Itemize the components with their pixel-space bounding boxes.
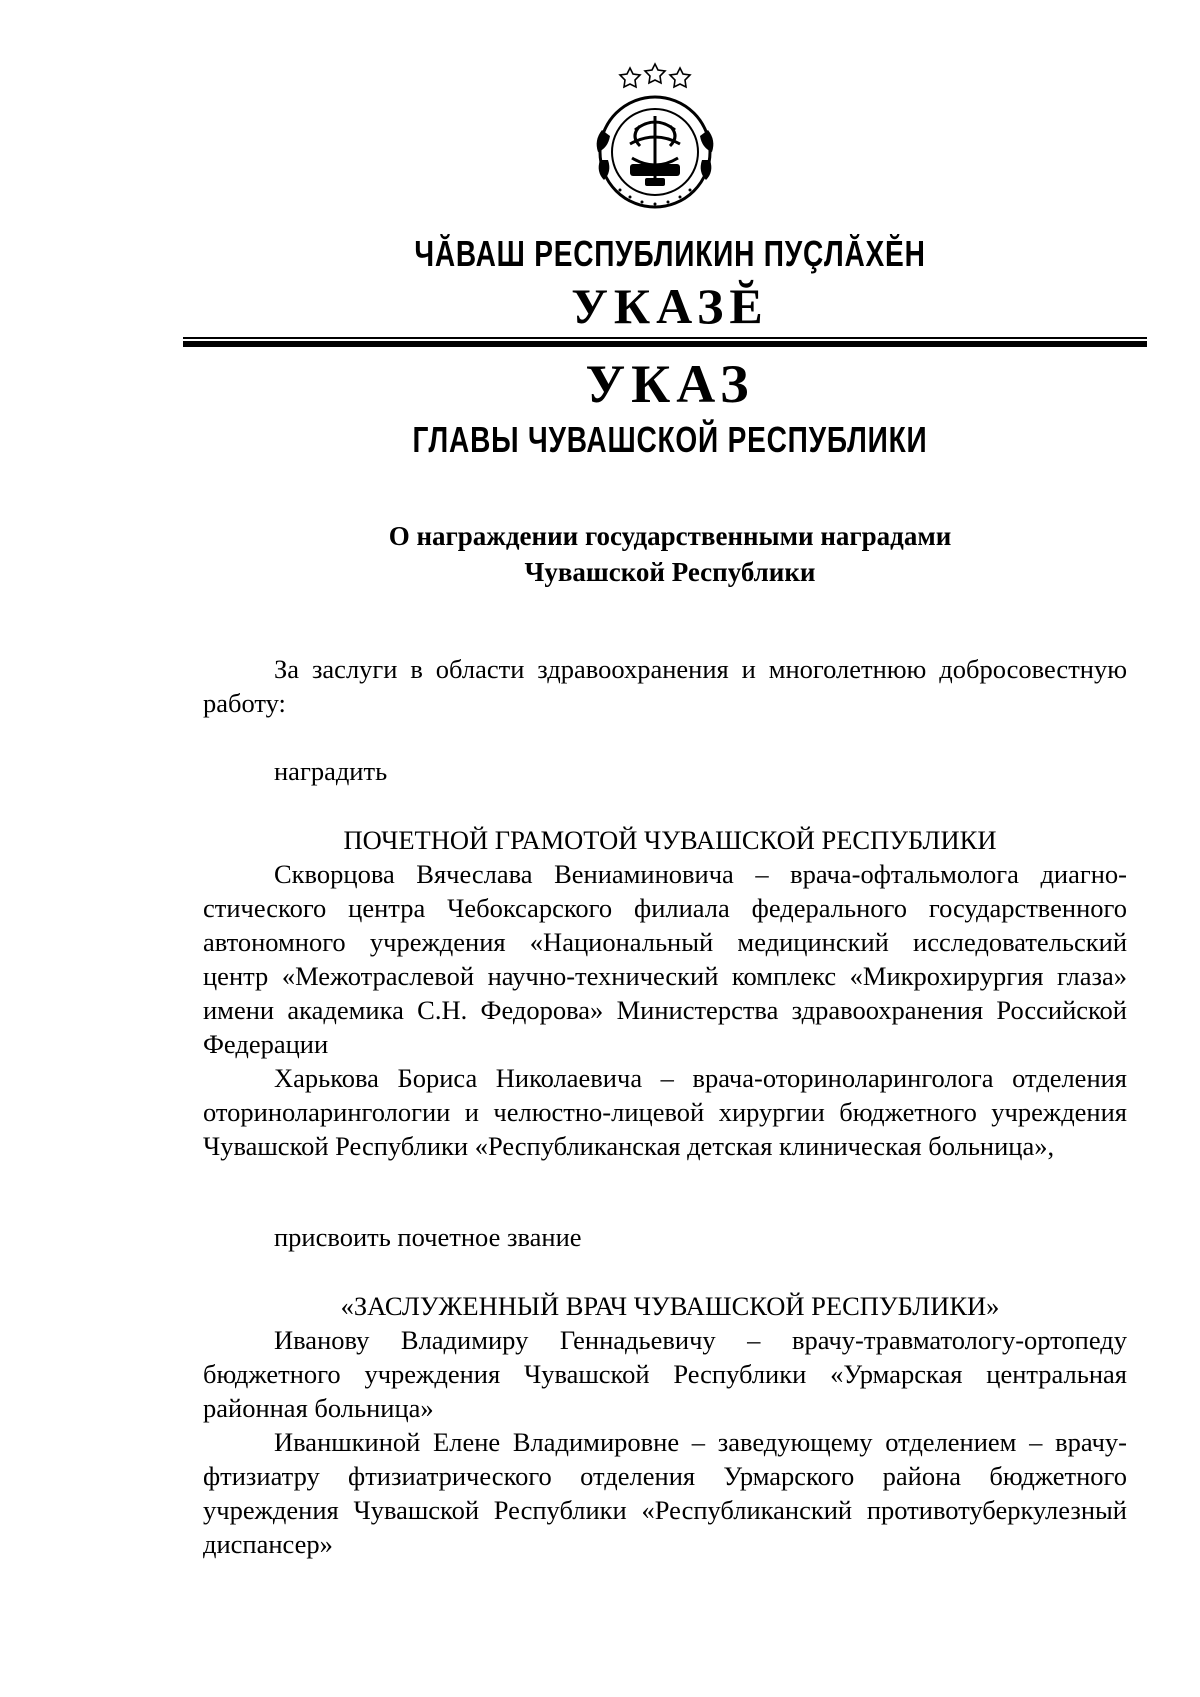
recipient-paragraph: Харькова Бориса Николаевича – врача-оториноларинголога отделения оториноларингологии и челюстно-лицевой хирургии бюджетного учреждения Чувашской Республики «Республиканская детская клиническая больница», bbox=[203, 1063, 1127, 1161]
chuvash-decree-title: УКАЗĔ bbox=[571, 278, 769, 334]
intro-paragraph: За заслуги в области здравоохранения и многолетнюю добросовестную работу: bbox=[203, 654, 1127, 718]
recipient-paragraph: Иванову Владимиру Геннадьевичу – врачу-травматологу-ортопеду бюджетного учреждения Чувашской Республики «Урмарская центральная районная больница» bbox=[203, 1325, 1127, 1423]
recipient-paragraph: Скворцова Вячеслава Вениаминовича – врача-офтальмолога диагностического центра Чебоксарского филиала федерального государственного автономного учреждения «Национальный медицинский исследовательский центр «Межотраслевой научно-технический комплекс «Микрохирургия глаза» имени академика С.Н. Федорова» Министерства здравоохранения Российской Федерации bbox=[203, 859, 1127, 1059]
russian-decree-title: УКАЗ bbox=[585, 354, 755, 414]
award-title-gramota: ПОЧЕТНОЙ ГРАМОТОЙ ЧУВАШСКОЙ РЕСПУБЛИКИ bbox=[343, 825, 997, 855]
action-title: присвоить почетное звание bbox=[274, 1222, 582, 1252]
divider-thick bbox=[183, 341, 1147, 347]
chuvashia-emblem-icon bbox=[590, 60, 720, 215]
chuvash-title: ЧĂВАШ РЕСПУБЛИКИН ПУÇЛĂХĔН bbox=[414, 233, 926, 274]
subject-line-1: О награждении государственными наградами bbox=[388, 521, 952, 551]
divider-thin bbox=[183, 337, 1147, 339]
recipient-paragraph: Иваншкиной Елене Владимировне – заведующему отделением – врачу-фтизиатру фтизиатрического отделения Урмарского района бюджетного учреждения Чувашской Республики «Республиканский противотуберкулезный диспансер» bbox=[203, 1427, 1127, 1559]
award-title-honored-doctor: «ЗАСЛУЖЕННЫЙ ВРАЧ ЧУВАШСКОЙ РЕСПУБЛИКИ» bbox=[340, 1291, 1000, 1321]
decree-subject bbox=[180, 518, 1160, 590]
action-award: наградить bbox=[274, 756, 388, 786]
subject-line-2: Чувашской Республики bbox=[524, 557, 816, 587]
russian-title: ГЛАВЫ ЧУВАШСКОЙ РЕСПУБЛИКИ bbox=[412, 419, 928, 460]
